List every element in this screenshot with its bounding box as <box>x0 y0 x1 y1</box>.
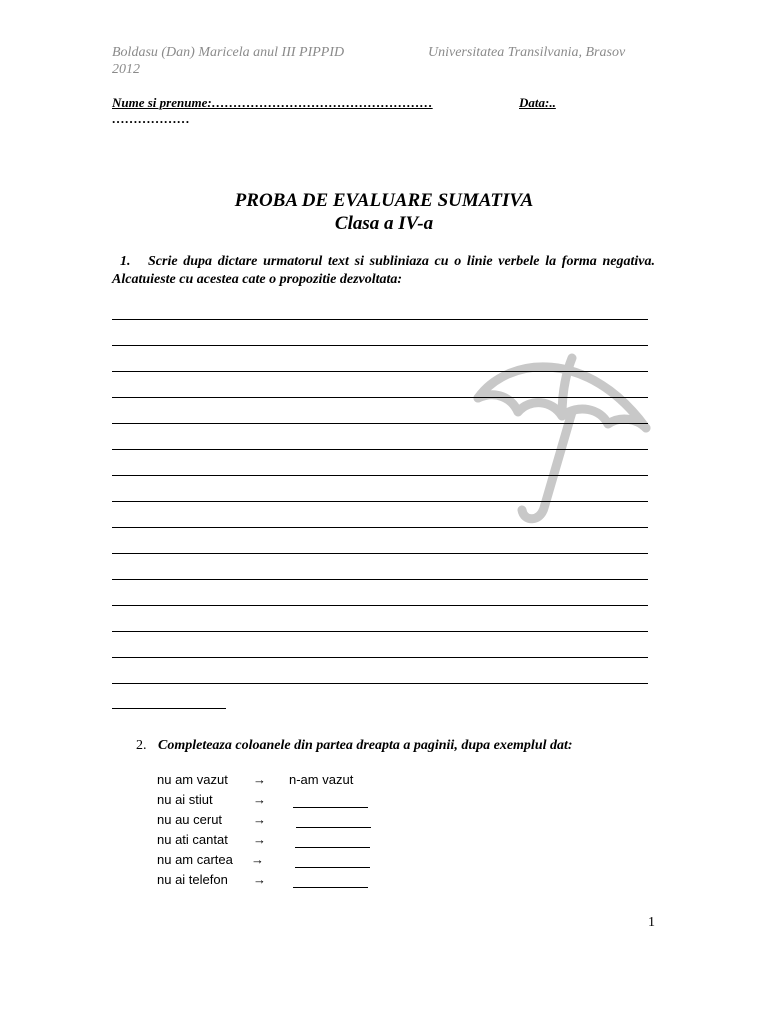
row-left-text: nu am vazut <box>157 772 228 787</box>
exercise-2-instruction: Completeaza coloanele din partea dreapta a paginii, dupa exemplul dat: <box>158 738 573 753</box>
writing-line[interactable] <box>112 345 648 346</box>
date-field-dots: ……………… <box>112 111 190 126</box>
header-year: 2012 <box>112 62 140 77</box>
writing-line[interactable] <box>112 657 648 658</box>
arrow-icon: → <box>251 852 264 867</box>
answer-blank[interactable] <box>293 887 368 888</box>
page-title: PROBA DE EVALUARE SUMATIVA <box>234 190 534 211</box>
writing-line[interactable] <box>112 475 648 476</box>
row-left-text: nu au cerut <box>157 812 223 827</box>
arrow-icon: → <box>253 772 266 787</box>
writing-line[interactable] <box>112 579 648 580</box>
writing-line[interactable] <box>112 319 648 320</box>
answer-blank[interactable] <box>295 847 370 848</box>
exercise-1-number: 1. <box>120 254 131 269</box>
writing-line[interactable] <box>112 553 648 554</box>
writing-line[interactable] <box>112 527 648 528</box>
writing-line[interactable] <box>112 449 648 450</box>
row-left-text: nu ai stiut <box>157 792 213 807</box>
arrow-icon: → <box>253 872 266 887</box>
date-field-label: Data:.. <box>519 95 556 110</box>
exercise-2-number: 2. <box>136 738 147 753</box>
name-field-label: Nume si prenume:…………………………………………… <box>112 95 433 110</box>
arrow-icon: → <box>253 832 266 847</box>
writing-line[interactable] <box>112 423 648 424</box>
row-left-text: nu am cartea <box>157 852 233 867</box>
row-left-text: nu ai telefon <box>157 872 228 887</box>
answer-blank[interactable] <box>293 807 368 808</box>
row-left-text: nu ati cantat <box>157 832 228 847</box>
writing-line[interactable] <box>112 683 648 684</box>
writing-line[interactable] <box>112 605 648 606</box>
row-example-answer: n-am vazut <box>289 772 354 787</box>
writing-line[interactable] <box>112 371 648 372</box>
answer-blank[interactable] <box>296 827 371 828</box>
writing-line[interactable] <box>112 501 648 502</box>
writing-line-short[interactable] <box>112 708 226 709</box>
writing-line[interactable] <box>112 631 648 632</box>
header-university: Universitatea Transilvania, Brasov <box>428 45 626 60</box>
exercise-1-instruction: Scrie dupa dictare urmatorul text si subliniaza cu o linie verbele la forma negativa. Alcatuieste cu acestea cate o propozitie dezvoltata: <box>112 254 655 287</box>
arrow-icon: → <box>253 792 266 807</box>
header-author: Boldasu (Dan) Maricela anul III PIPPID <box>112 45 345 60</box>
page-subtitle: Clasa a IV-a <box>334 213 434 234</box>
arrow-icon: → <box>253 812 266 827</box>
page-number: 1 <box>648 915 655 930</box>
writing-line[interactable] <box>112 397 648 398</box>
exercise-1-text <box>112 253 655 289</box>
answer-blank[interactable] <box>295 867 370 868</box>
